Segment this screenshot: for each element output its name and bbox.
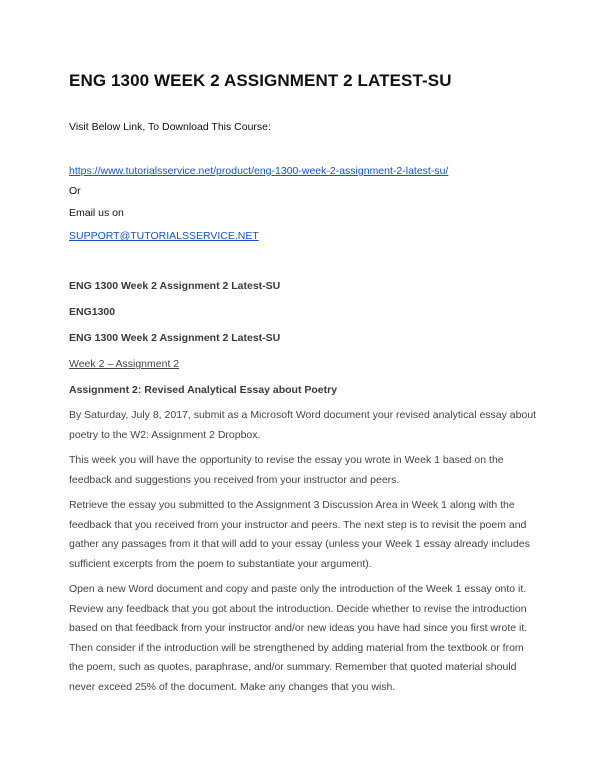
- paragraph-retrieve: Retrieve the essay you submitted to the Assignment 3 Discussion Area in Week 1 along with the feedback that you received from your instructor and peers. The next step is to revisit the poem and gather any passages from it that will add to your essay (unless your Week 1 essay already includes sufficient excerpts from the poem to substantiate your argument).: [69, 499, 530, 570]
- course-download-link[interactable]: https://www.tutorialsservice.net/product/eng-1300-week-2-assignment-2-latest-su/: [69, 165, 449, 177]
- heading-course-title: ENG 1300 Week 2 Assignment 2 Latest-SU: [69, 280, 281, 292]
- document-title: ENG 1300 WEEK 2 ASSIGNMENT 2 LATEST-SU: [69, 71, 452, 90]
- week-label: Week 2 – Assignment 2: [69, 358, 180, 370]
- paragraph-submission: By Saturday, July 8, 2017, submit as a Microsoft Word document your revised analytical essay about poetry to the W2: Assignment 2 Dropbox.: [69, 409, 537, 441]
- email-text: Email us on: [69, 207, 124, 219]
- or-text: Or: [69, 185, 81, 197]
- paragraph-introduction: Open a new Word document and copy and paste only the introduction of the Week 1 essay onto it. Review any feedback that you got about the introduction. Decide whether to revise the introduction based on that feedback from your instructor and/or new ideas you have had since you first wrote it. Then consider if the introduction will be strengthened by adding material from the textbook or from the poem, such as quotes, paraphrase, and/or summary. Remember that quoted material should never exceed 25% of the document. Make any changes that you wish.: [69, 583, 528, 693]
- support-email-link[interactable]: SUPPORT@TUTORIALSSERVICE.NET: [69, 230, 259, 242]
- heading-course-title-repeat: ENG 1300 Week 2 Assignment 2 Latest-SU: [69, 332, 281, 344]
- assignment-title: Assignment 2: Revised Analytical Essay about Poetry: [69, 384, 338, 396]
- course-code: ENG1300: [69, 306, 116, 318]
- visit-text: Visit Below Link, To Download This Course:: [69, 121, 271, 133]
- paragraph-revision: This week you will have the opportunity to revise the essay you wrote in Week 1 based on the feedback and suggestions you received from your instructor and peers.: [69, 454, 504, 486]
